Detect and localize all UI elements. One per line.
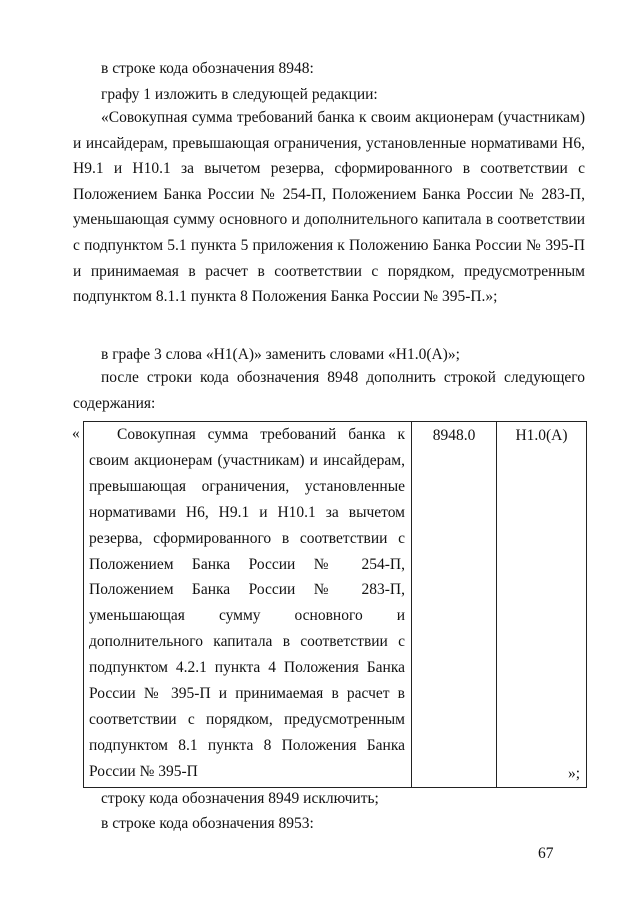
norm-cell: Н1.0(А) bbox=[497, 422, 587, 788]
instruction-line-3: в графе 3 слова «Н1(А)» заменить словами «Н1.0(А)»; bbox=[101, 346, 460, 363]
instruction-line-2: графу 1 изложить в следующей редакции: bbox=[101, 86, 378, 103]
description-text: Совокупная сумма требований банка к своим акционерам (участникам) и инсайдерам, превышающая ограничения, установленные нормативами Н6, Н9.1 и Н10.1 за вычетом резерва, сформированного в соответствии с Положением Банка России № 254-П, Положением Банка России № 283-П, уменьшающая сумму основного и дополнительного капитала в соответствии с подпунктом 4.2.1 пункта 4 Положения Банка России № 395-П и принимаемая в расчет в соответствии с порядком, предусмотренным подпунктом 8.1 пункта 8 Положения Банка России № 395-П bbox=[89, 426, 405, 780]
inserted-row-table bbox=[83, 421, 587, 788]
page-number: 67 bbox=[538, 845, 554, 862]
replacement-paragraph: «Совокупная сумма требований банка к своим акционерам (участникам) и инсайдерам, превышающая ограничения, установленные нормативами Н6, Н9.1 и Н10.1 за вычетом резерва, сформированного в соответствии с Положением Банка России № 254-П, Положением Банка России № 283-П, уменьшающая сумму основного и дополнительного капитала в соответствии с подпунктом 5.1 пункта 5 приложения к Положению Банка России № 395-П и принимаемая в расчет в соответствии с порядком, предусмотренным подпунктом 8.1.1 пункта 8 Положения Банка России № 395-П.»; bbox=[73, 109, 585, 306]
table-row bbox=[84, 422, 587, 788]
closing-quote: »; bbox=[568, 765, 581, 782]
instruction-line-4: строку кода обозначения 8949 исключить; bbox=[101, 790, 379, 807]
opening-quote: « bbox=[72, 425, 80, 442]
instruction-line-5: в строке кода обозначения 8953: bbox=[101, 815, 314, 832]
code-cell: 8948.0 bbox=[412, 422, 497, 788]
addition-paragraph: после строки кода обозначения 8948 дополнить строкой следующего содержания: bbox=[73, 369, 585, 412]
description-cell bbox=[84, 422, 412, 788]
instruction-line-1: в строке кода обозначения 8948: bbox=[101, 60, 314, 77]
